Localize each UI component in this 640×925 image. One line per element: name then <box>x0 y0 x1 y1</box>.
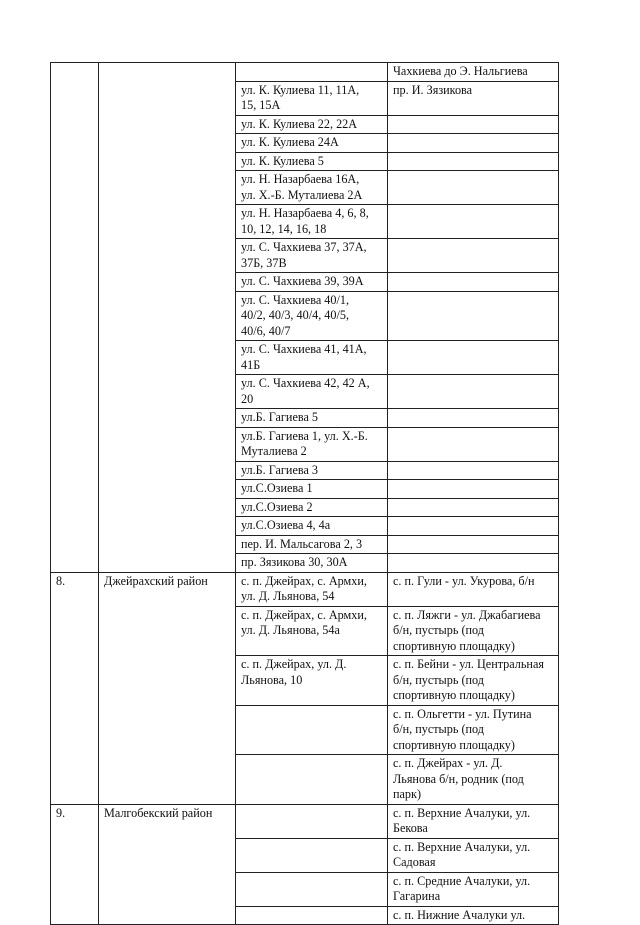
address-cell: ул. С. Чахкиева 39, 39А <box>236 273 388 292</box>
location-cell <box>388 535 559 554</box>
address-cell: с. п. Джейрах, с. Армхи, ул. Д. Льянова, 54а <box>236 606 388 656</box>
location-cell <box>388 171 559 205</box>
address-cell: ул. К. Кулиева 24А <box>236 134 388 153</box>
location-cell: с. п. Верхние Ачалуки, ул. Садовая <box>388 838 559 872</box>
location-cell: с. п. Ляжги - ул. Джабагиева б/н, пустырь (под спортивную площадку) <box>388 606 559 656</box>
location-cell <box>388 115 559 134</box>
location-cell <box>388 480 559 499</box>
location-cell <box>388 409 559 428</box>
address-cell <box>236 755 388 805</box>
address-cell: ул. К. Кулиева 11, 11А, 15, 15А <box>236 81 388 115</box>
location-cell <box>388 291 559 341</box>
location-cell: с. п. Джейрах - ул. Д. Льянова б/н, родник (под парк) <box>388 755 559 805</box>
table-body <box>51 63 559 925</box>
location-cell <box>388 427 559 461</box>
table-row <box>51 804 559 838</box>
row-number-cell <box>51 63 99 573</box>
address-cell: ул. К. Кулиева 22, 22А <box>236 115 388 134</box>
address-cell: ул. С. Чахкиева 37, 37А, 37Б, 37В <box>236 239 388 273</box>
location-cell <box>388 205 559 239</box>
address-cell: ул. С. Чахкиева 40/1, 40/2, 40/3, 40/4, 40/5, 40/6, 40/7 <box>236 291 388 341</box>
address-cell <box>236 872 388 906</box>
address-cell: ул. С. Чахкиева 41, 41А, 41Б <box>236 341 388 375</box>
address-cell: ул.С.Озиева 2 <box>236 498 388 517</box>
address-table <box>50 62 559 925</box>
district-cell <box>99 63 236 573</box>
address-cell: ул.С.Озиева 4, 4а <box>236 517 388 536</box>
location-cell <box>388 498 559 517</box>
address-cell: ул. Н. Назарбаева 4, 6, 8, 10, 12, 14, 16, 18 <box>236 205 388 239</box>
row-number-cell: 8. <box>51 572 99 804</box>
address-cell: ул. К. Кулиева 5 <box>236 152 388 171</box>
district-cell: Джейрахский район <box>99 572 236 804</box>
address-cell <box>236 838 388 872</box>
location-cell <box>388 134 559 153</box>
address-cell: пр. Зязикова 30, 30А <box>236 554 388 573</box>
address-cell <box>236 705 388 755</box>
address-cell: ул. Н. Назарбаева 16А, ул. Х.-Б. Муталиева 2А <box>236 171 388 205</box>
location-cell <box>388 273 559 292</box>
location-cell <box>388 461 559 480</box>
location-cell: с. п. Бейни - ул. Центральная б/н, пустырь (под спортивную площадку) <box>388 656 559 706</box>
address-cell: ул. С. Чахкиева 42, 42 А, 20 <box>236 375 388 409</box>
address-cell: пер. И. Мальсагова 2, 3 <box>236 535 388 554</box>
location-cell: с. п. Гули - ул. Укурова, б/н <box>388 572 559 606</box>
location-cell <box>388 554 559 573</box>
location-cell <box>388 375 559 409</box>
location-cell <box>388 341 559 375</box>
location-cell <box>388 239 559 273</box>
table-row <box>51 63 559 82</box>
district-cell: Малгобекский район <box>99 804 236 925</box>
location-cell <box>388 152 559 171</box>
location-cell: с. п. Ольгетти - ул. Путина б/н, пустырь (под спортивную площадку) <box>388 705 559 755</box>
address-cell <box>236 63 388 82</box>
address-cell <box>236 906 388 925</box>
location-cell: с. п. Верхние Ачалуки, ул. Бекова <box>388 804 559 838</box>
address-cell: с. п. Джейрах, ул. Д. Льянова, 10 <box>236 656 388 706</box>
address-cell: с. п. Джейрах, с. Армхи, ул. Д. Льянова, 54 <box>236 572 388 606</box>
location-cell: с. п. Средние Ачалуки, ул. Гагарина <box>388 872 559 906</box>
address-cell: ул.С.Озиева 1 <box>236 480 388 499</box>
location-cell <box>388 517 559 536</box>
location-cell: с. п. Нижние Ачалуки ул. <box>388 906 559 925</box>
address-cell: ул.Б. Гагиева 5 <box>236 409 388 428</box>
address-cell: ул.Б. Гагиева 3 <box>236 461 388 480</box>
table-row <box>51 572 559 606</box>
location-cell: Чахкиева до Э. Нальгиева <box>388 63 559 82</box>
row-number-cell: 9. <box>51 804 99 925</box>
address-cell: ул.Б. Гагиева 1, ул. Х.-Б. Муталиева 2 <box>236 427 388 461</box>
location-cell: пр. И. Зязикова <box>388 81 559 115</box>
address-cell <box>236 804 388 838</box>
